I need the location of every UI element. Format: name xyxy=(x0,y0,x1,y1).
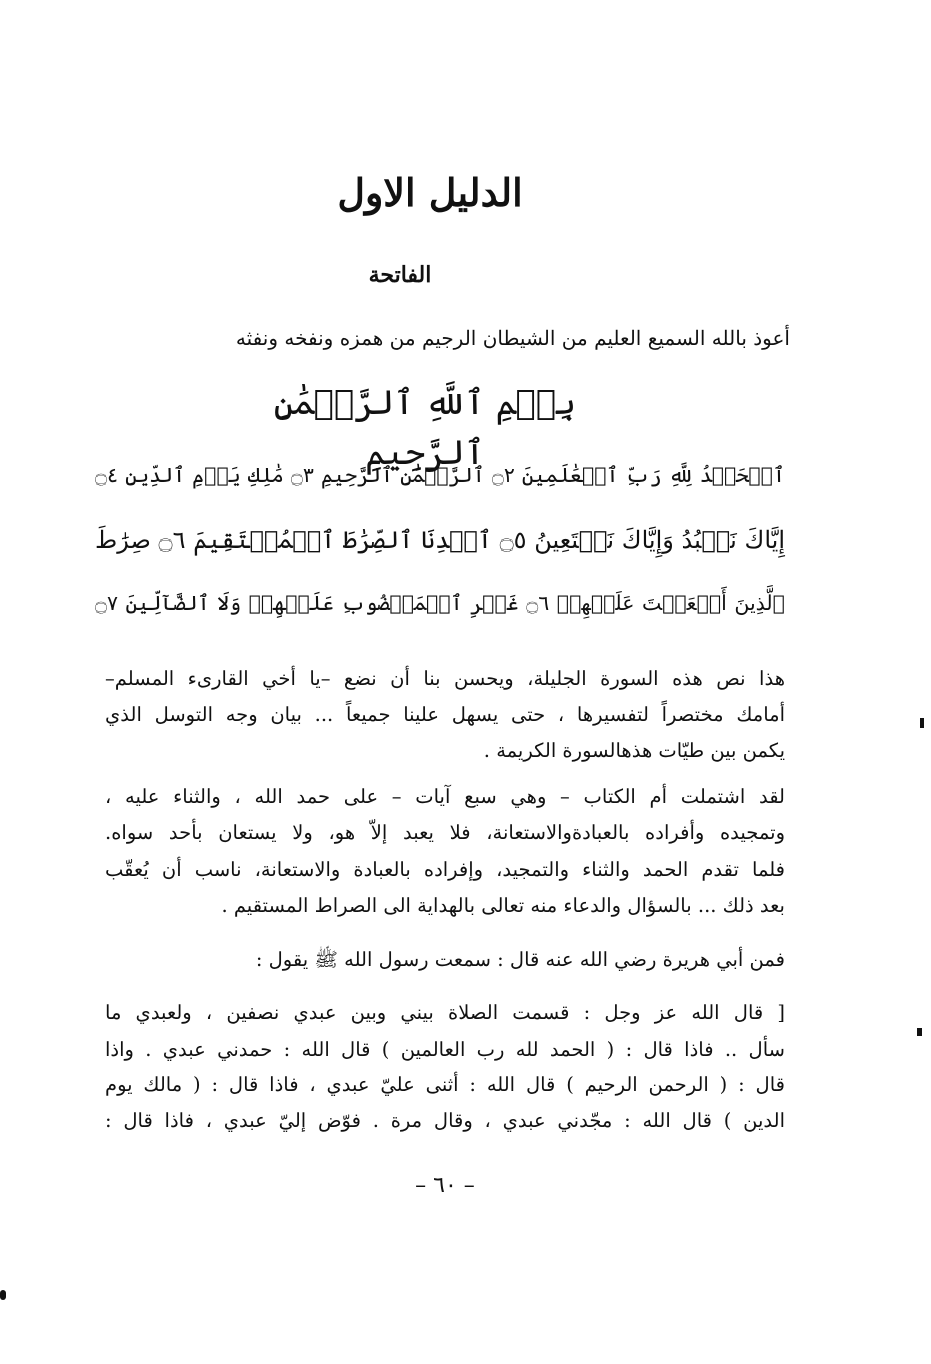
text-line: لقد اشتملت أم الكتاب – وهي سبع آيات – على حمد الله ، والثناء عليه ، xyxy=(105,785,785,808)
hadith-line: سأل .. فاذا قال : ( الحمد لله رب العالمين ) قال الله : حمدني عبدي . واذا xyxy=(105,1038,785,1061)
scan-speck xyxy=(917,1028,922,1036)
text-line: فلما تقدم الحمد والثناء والتمجيد، وإفراده بالعبادة والاستعانة، ناسب أن يُعقّب xyxy=(105,858,785,881)
scan-speck xyxy=(920,718,924,728)
scan-speck xyxy=(0,1290,6,1300)
text-line: بعد ذلك ... بالسؤال والدعاء منه تعالى بالهداية الى الصراط المستقيم . xyxy=(221,894,785,917)
section-subtitle: الفاتحة xyxy=(368,262,432,288)
hadith-line: الدين ) قال الله : مجّدني عبدي ، وقال مرة . فوّض إليّ عبدي ، فاذا قال : xyxy=(105,1109,785,1132)
chapter-title: الدليل الاول xyxy=(337,170,523,215)
quran-verse-line: ٱلَّذِينَ أَنۡعَمۡتَ عَلَيۡهِمۡ ۝٦ غَيۡرِ ٱلۡمَغۡضُوبِ عَلَيۡهِمۡ وَلَا ٱلضَّآلِّينَ ۝٧ xyxy=(95,591,785,615)
quran-verse-line: إِيَّاكَ نَعۡبُدُ وَإِيَّاكَ نَسۡتَعِينُ ۝٥ ٱهۡدِنَا ٱلصِّرَٰطَ ٱلۡمُسۡتَقِيمَ ۝٦ صِرَٰطَ xyxy=(95,526,785,554)
text-line: هذا نص هذه السورة الجليلة، ويحسن بنا أن نضع –يا أخي القارىء المسلم– xyxy=(105,667,785,690)
text-line: يكمن بين طيّات هذهالسورة الكريمة . xyxy=(483,739,785,762)
hadith-line: قال : ( الرحمن الرحيم ) قال الله : أثنى عليّ عبدي ، فاذا قال : ( مالك يوم xyxy=(105,1073,785,1096)
hadith-line: [ قال الله عز وجل : قسمت الصلاة بيني وبين عبدي نصفين ، ولعبدي ما xyxy=(105,1001,785,1024)
text-line: فمن أبي هريرة رضي الله عنه قال : سمعت رسول الله ﷺ يقول : xyxy=(255,948,785,971)
text-line: أمامك مختصراً لتفسيرها ، حتى يسهل علينا جميعاً ... بيان وجه التوسل الذي xyxy=(105,703,785,726)
text-line: وتمجيده وأفراده بالعبادةوالاستعانة، فلا يعبد إلاّ هو، ولا يستعان بأحد سواه. xyxy=(105,821,785,844)
quran-verse-line: ٱلۡحَمۡدُ لِلَّهِ رَبِّ ٱلۡعَٰلَمِينَ ۝٢ ٱلرَّحۡمَٰنِ ٱلرَّحِيمِ ۝٣ مَٰلِكِ يَوۡمِ ٱلدِّينِ ۝٤ xyxy=(95,463,785,487)
basmala-calligraphy: بِسۡمِ ٱللَّهِ ٱلرَّحۡمَٰنِ ٱلرَّحِيمِ xyxy=(273,383,577,473)
istiadha-line: أعوذ بالله السميع العليم من الشيطان الرجيم من همزه ونفخه ونفثه xyxy=(235,326,790,350)
page-number: – ٦٠ – xyxy=(415,1173,475,1198)
